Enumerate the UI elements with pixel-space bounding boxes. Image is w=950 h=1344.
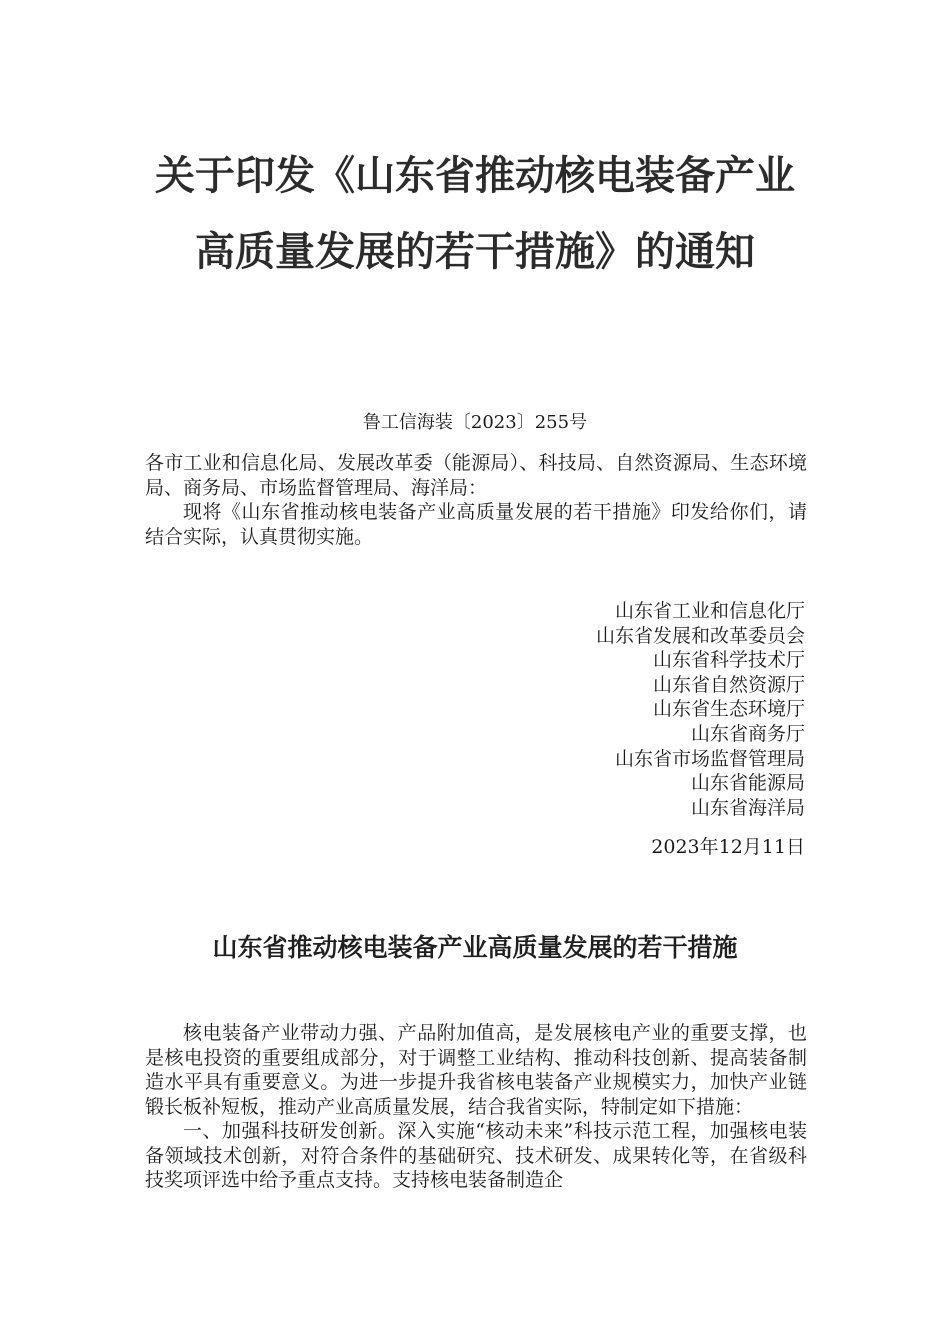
- notice-title: 关于印发《山东省推动核电装备产业高质量发展的若干措施》的通知: [155, 153, 795, 275]
- signer-item: 山东省商务厅: [690, 722, 805, 745]
- signer-item: 山东省自然资源厅: [652, 673, 805, 696]
- signer-item: 山东省工业和信息化厅: [614, 600, 805, 622]
- body-paragraph: 一、加强科技研发创新。深入实施“核动未来”科技示范工程，加强核电装备领域技术创新，对符合条件的基础研究、技术研发、成果转化等，在省级科技奖项评选中给予重点支持。支持核电装备制造企: [145, 1120, 807, 1191]
- signers-list: [596, 599, 805, 820]
- signer-item: 山东省海洋局: [690, 796, 805, 819]
- body-paragraph: 核电装备产业带动力强、产品附加值高，是发展核电产业的重要支撑，也是核电投资的重要组成部分，对于调整工业结构、推动科技创新、提高装备制造水平具有重要意义。为进一步提升我省核电装备产业规模实力，加快产业链锻长板补短板，推动产业高质量发展，结合我省实际，特制定如下措施：: [145, 1022, 807, 1118]
- document-number: 鲁工信海装〔2023〕255号: [362, 412, 588, 433]
- intro-paragraph: 现将《山东省推动核电装备产业高质量发展的若干措施》印发给你们，请结合实际，认真贯彻实施。: [145, 501, 807, 548]
- recipients-paragraph: 各市工业和信息化局、发展改革委（能源局）、科技局、自然资源局、生态环境局、商务局、市场监督管理局、海洋局：: [145, 452, 807, 499]
- signer-item: 山东省发展和改革委员会: [595, 624, 805, 647]
- measures-title: 山东省推动核电装备产业高质量发展的若干措施: [212, 933, 738, 962]
- signer-item: 山东省生态环境厅: [652, 698, 805, 721]
- issue-date: 2023年12月11日: [651, 836, 805, 858]
- signer-item: 山东省科学技术厅: [652, 649, 805, 672]
- measures-body: [145, 1021, 807, 1193]
- signer-item: 山东省能源局: [690, 772, 805, 795]
- signer-item: 山东省市场监督管理局: [614, 747, 805, 770]
